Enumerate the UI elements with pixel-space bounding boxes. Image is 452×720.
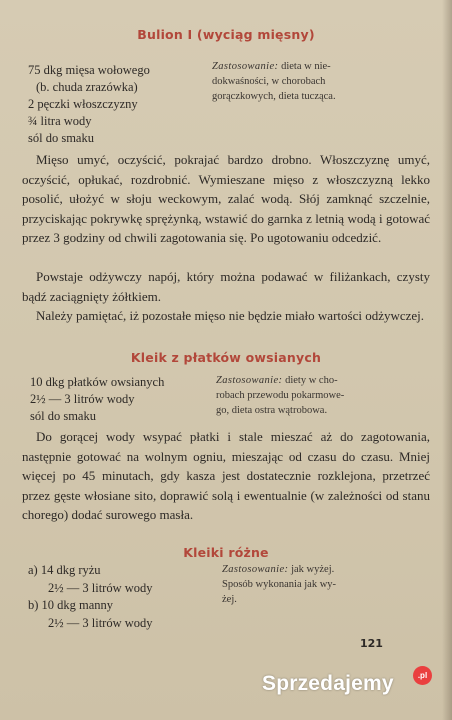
usage-note-bulion	[212, 59, 380, 104]
page-number: 121	[360, 637, 383, 650]
ingredients-kleik-owsiany	[30, 374, 164, 425]
usage-note-kleik-owsiany	[216, 373, 386, 418]
usage-line: żej.	[222, 594, 237, 605]
watermark-badge: .pl	[413, 666, 432, 685]
usage-label: Zastosowanie:	[222, 564, 289, 575]
ingredient-line: 2½ — 3 litrów wody	[30, 392, 135, 406]
recipe-title-bulion: Bulion I (wyciąg mięsny)	[137, 27, 315, 42]
watermark-logo: Sprzedajemy	[262, 672, 394, 695]
ingredient-line: a) 14 dkg ryżu	[28, 563, 101, 577]
ingredient-line: 2½ — 3 litrów wody	[48, 580, 153, 595]
ingredient-line: sól do smaku	[30, 409, 96, 423]
usage-line: dokwaśności, w chorobach	[212, 76, 326, 87]
paragraph: Mięso umyć, oczyścić, pokrajać bardzo drobno. Włoszczyznę umyć, oczyścić, opłukać, rozdrobnić. Wymieszane mięso z włoszczyzną lekko posolić, ułożyć w słoju weckowym, zalać wodą. Słój zamknąć szczelnie, przyciskając pokrywkę sprężynką, wstawić do garnka z letnią wodą i gotować przez 3 godziny od chwili zagotowania się. Po ugotowaniu odcedzić.	[22, 152, 430, 245]
paragraph: Należy pamiętać, iż pozostałe mięso nie będzie miało wartości odżywczej.	[36, 308, 425, 323]
ingredient-line: ¾ litra wody	[28, 114, 92, 128]
ingredient-line: (b. chuda zrazówka)	[36, 80, 138, 94]
usage-label: Zastosowanie:	[216, 375, 283, 386]
recipe-title-kleiki-rozne: Kleiki różne	[183, 545, 269, 560]
usage-note-kleiki-rozne	[222, 562, 382, 607]
ingredients-bulion	[28, 62, 150, 147]
ingredient-line: 75 dkg mięsa wołowego	[28, 63, 150, 77]
page-edge-shadow	[442, 0, 452, 720]
ingredients-kleiki-rozne	[28, 562, 153, 632]
usage-line: dieta w nie-	[281, 61, 331, 72]
usage-line: go, dieta ostra wątrobowa.	[216, 405, 328, 416]
paragraph: Powstaje odżywczy napój, który można podawać w filiżankach, czysty bądź zaciągnięty żółtkiem.	[22, 269, 430, 304]
ingredient-line: 2 pęczki włoszczyzny	[28, 97, 138, 111]
usage-line: diety w cho-	[285, 375, 338, 386]
ingredient-line: sól do smaku	[28, 131, 94, 145]
ingredient-line: 2½ — 3 litrów wody	[48, 615, 153, 630]
usage-line: robach przewodu pokarmowe-	[216, 390, 345, 401]
recipe-title-kleik-owsiany: Kleik z płatków owsianych	[130, 350, 322, 365]
ingredient-line: 10 dkg płatków owsianych	[30, 375, 165, 389]
usage-line: gorączkowych, dieta tucząca.	[212, 91, 336, 102]
usage-line: jak wyżej.	[291, 564, 335, 575]
ingredient-line: b) 10 dkg manny	[28, 598, 114, 612]
usage-line: Sposób wykonania jak wy-	[222, 579, 337, 590]
paragraph: Do gorącej wody wsypać płatki i stale mieszać aż do zagotowania, następnie gotować na wolnym ogniu, mieszając od czasu do czasu. Mniej więcej po 45 minutach, gdy kasza jest dostatecznie rozklejona, przetrzeć przez gęste włosiane sito, doprawić solą i ewentualnie (w zależności od stanu chorego) dodać surowego masła.	[22, 429, 430, 522]
usage-label: Zastosowanie:	[212, 61, 279, 72]
